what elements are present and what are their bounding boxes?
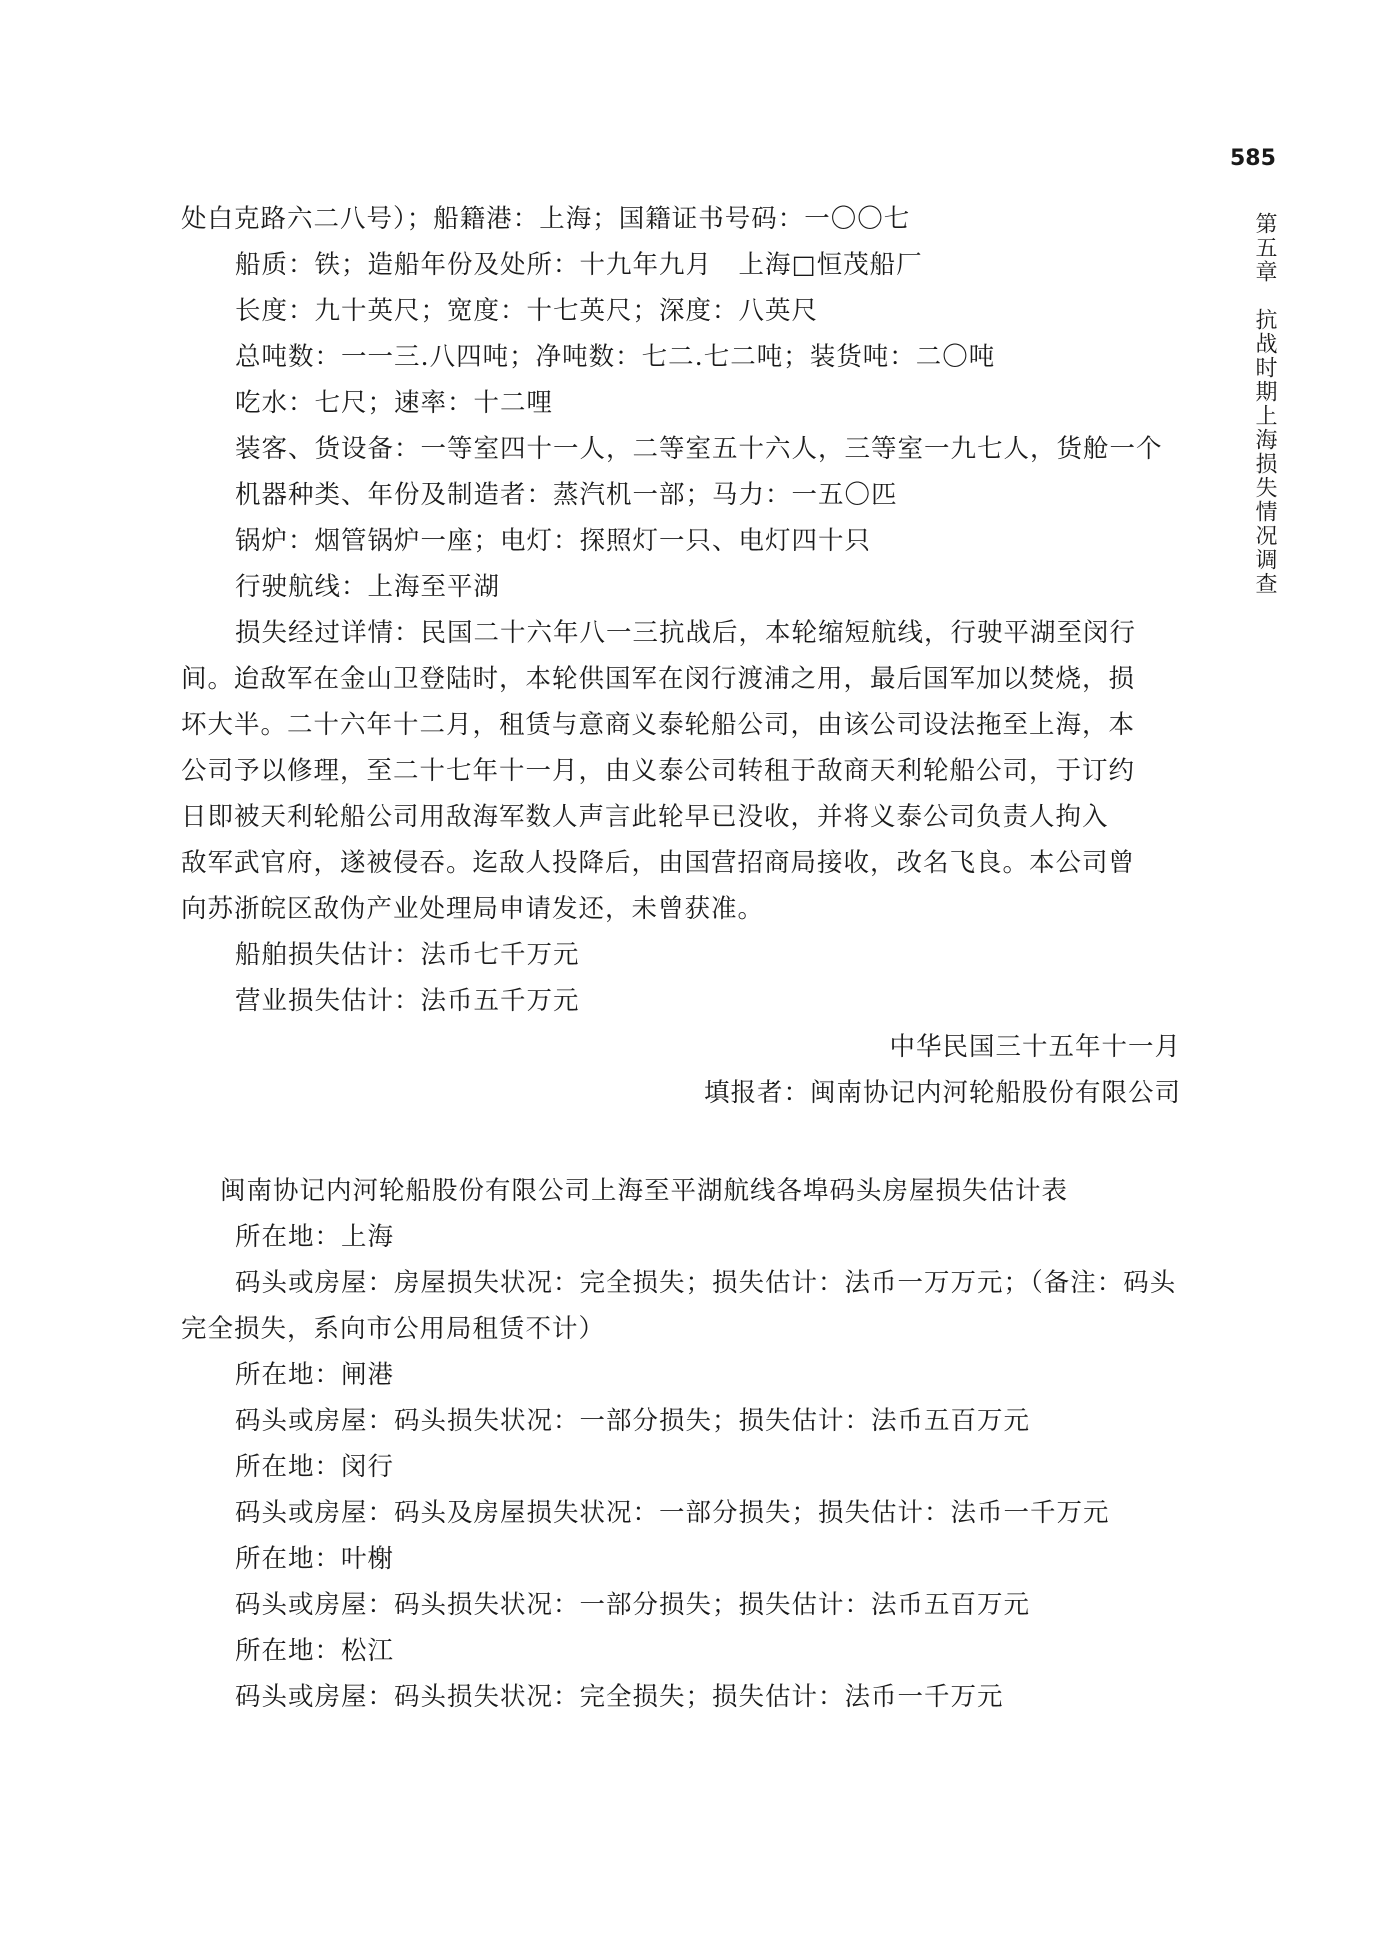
chapter-running-header: 第五章 抗战时期上海损失情况调查	[1252, 212, 1277, 596]
table-line: 码头或房屋：码头损失状况：完全损失；损失估计：法币一千万元	[235, 1682, 1004, 1712]
table-title: 闽南协记内河轮船股份有限公司上海至平湖航线各埠码头房屋损失估计表	[220, 1176, 1069, 1206]
table-line: 完全损失，系向市公用局租赁不计）	[181, 1314, 606, 1344]
date-line: 中华民国三十五年十一月	[889, 1032, 1181, 1062]
text-line: 日即被天利轮船公司用敌海军数人声言此轮早已没收，并将义泰公司负责人拘入	[181, 802, 1109, 832]
table-line: 码头或房屋：码头损失状况：一部分损失；损失估计：法币五百万元	[235, 1590, 1031, 1620]
signature-line: 填报者：闽南协记内河轮船股份有限公司	[703, 1078, 1181, 1108]
table-line: 所在地：叶榭	[235, 1544, 395, 1574]
text-line: 长度：九十英尺；宽度：十七英尺；深度：八英尺	[235, 296, 819, 326]
table-line: 码头或房屋：码头损失状况：一部分损失；损失估计：法币五百万元	[235, 1406, 1031, 1436]
text-line: 敌军武官府，遂被侵吞。迄敌人投降后，由国营招商局接收，改名飞良。本公司曾	[181, 848, 1136, 878]
text-line: 机器种类、年份及制造者：蒸汽机一部；马力：一五〇匹	[235, 480, 898, 510]
table-line: 所在地：闸港	[235, 1360, 395, 1390]
table-line: 码头或房屋：码头及房屋损失状况：一部分损失；损失估计：法币一千万元	[235, 1498, 1110, 1528]
text-line: 总吨数：一一三.八四吨；净吨数：七二.七二吨；装货吨：二〇吨	[235, 342, 996, 372]
text-line: 公司予以修理，至二十七年十一月，由义泰公司转租于敌商天利轮船公司，于订约	[181, 756, 1136, 786]
text-line: 吃水：七尺；速率：十二哩	[235, 388, 554, 418]
text-line: 损失经过详情：民国二十六年八一三抗战后，本轮缩短航线，行驶平湖至闵行	[235, 618, 1137, 648]
table-line: 码头或房屋：房屋损失状况：完全损失；损失估计：法币一万万元；（备注：码头	[235, 1268, 1177, 1298]
text-line: 船舶损失估计：法币七千万元	[235, 940, 580, 970]
section-gap	[181, 1116, 1191, 1168]
text-line: 锅炉：烟管锅炉一座；电灯：探照灯一只、电灯四十只	[235, 526, 872, 556]
table-line: 所在地：闵行	[235, 1452, 395, 1482]
text-line: 营业损失估计：法币五千万元	[235, 986, 580, 1016]
text-line: 装客、货设备：一等室四十一人，二等室五十六人，三等室一九七人，货舱一个	[235, 434, 1163, 464]
text-line: 处白克路六二八号）；船籍港：上海；国籍证书号码：一〇〇七	[181, 204, 911, 234]
table-line: 所在地：松江	[235, 1636, 395, 1666]
table-line: 所在地：上海	[235, 1222, 395, 1252]
page-number: 585	[1230, 146, 1276, 171]
text-line: 行驶航线：上海至平湖	[235, 572, 501, 602]
text-line: 坏大半。二十六年十二月，租赁与意商义泰轮船公司，由该公司设法拖至上海，本	[181, 710, 1136, 740]
text-line: 船质：铁；造船年份及处所：十九年九月 上海□恒茂船厂	[235, 250, 923, 280]
document-body	[181, 196, 1191, 1720]
text-line: 向苏浙皖区敌伪产业处理局申请发还，未曾获准。	[181, 894, 765, 924]
text-line: 间。迨敌军在金山卫登陆时，本轮供国军在闵行渡浦之用，最后国军加以焚烧，损	[181, 664, 1136, 694]
